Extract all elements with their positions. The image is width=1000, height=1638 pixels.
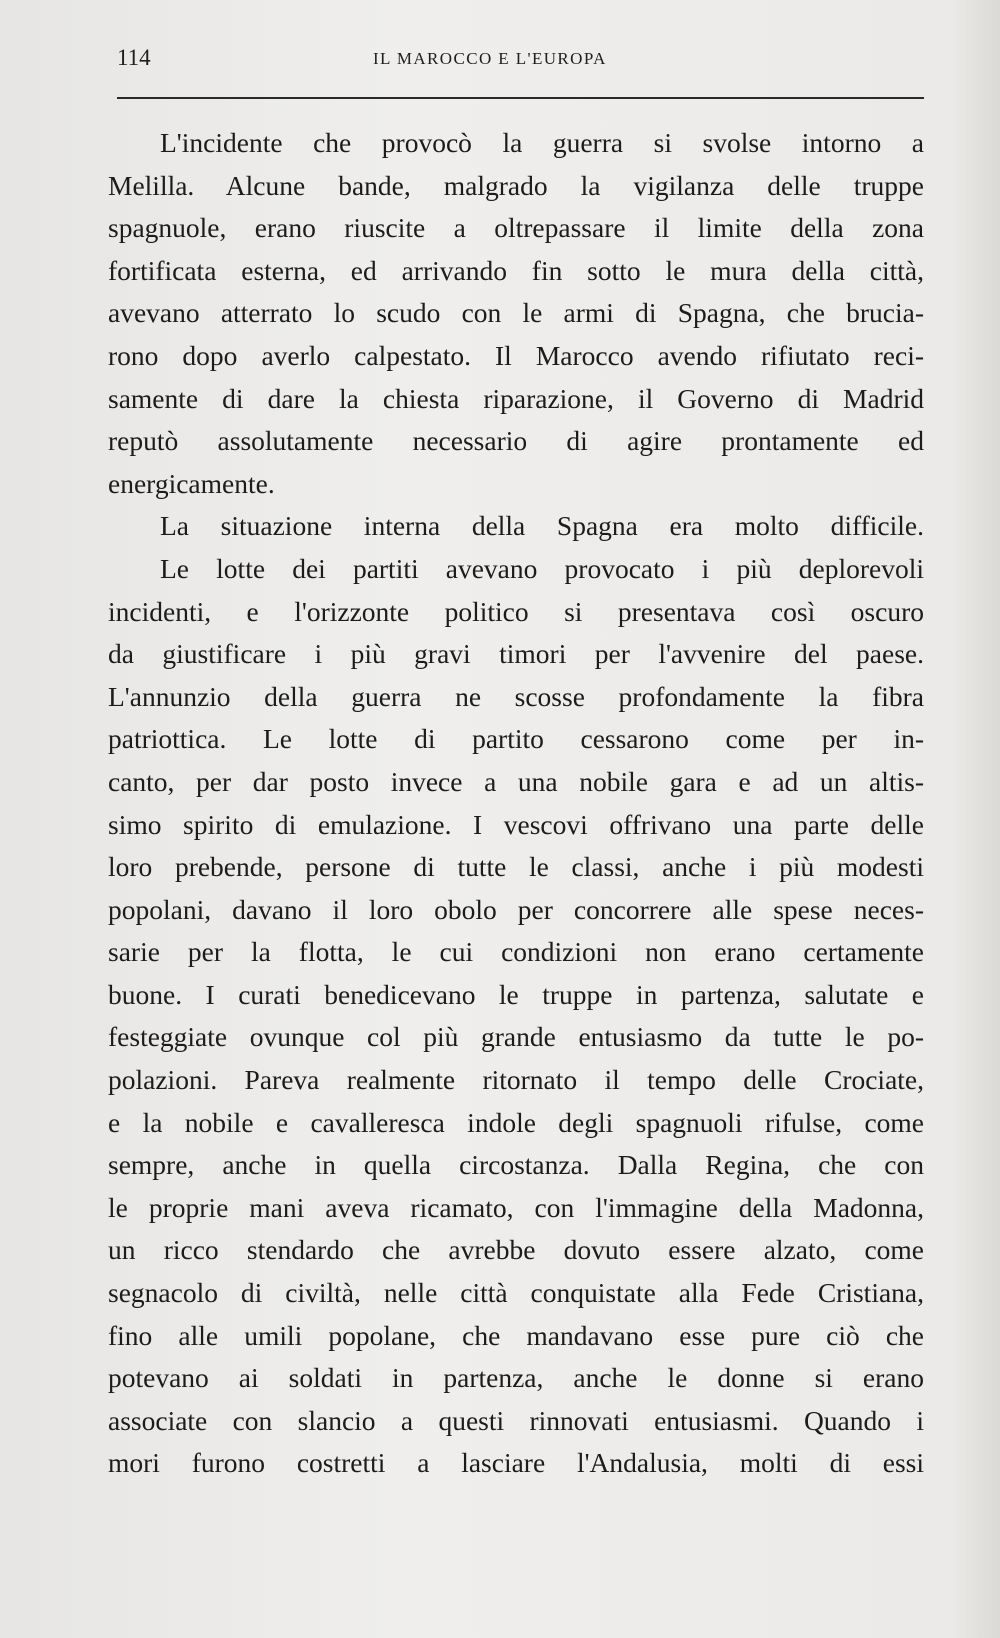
page-number: 114 xyxy=(117,45,151,70)
page-header xyxy=(117,45,924,79)
text-line: buone. I curati benedicevano le truppe in partenza, salutate e xyxy=(108,978,924,1010)
text-line: L'annunzio della guerra ne scosse profondamente la fibra xyxy=(108,680,924,712)
text-line: polazioni. Pareva realmente ritornato il tempo delle Crociate, xyxy=(108,1064,924,1096)
text-line: incidenti, e l'orizzonte politico si presentava così oscuro xyxy=(108,595,924,627)
header-rule xyxy=(117,97,924,99)
text-line: reputò assolutamente necessario di agire prontamente ed xyxy=(108,425,924,457)
text-line: avevano atterrato lo scudo con le armi di Spagna, che brucia- xyxy=(108,297,924,329)
text-line: simo spirito di emulazione. I vescovi offrivano una parte delle xyxy=(108,808,924,840)
text-line: patriottica. Le lotte di partito cessarono come per in- xyxy=(108,723,924,755)
text-line: energicamente. xyxy=(108,467,275,499)
text-line: Melilla. Alcune bande, malgrado la vigilanza delle truppe xyxy=(108,169,924,201)
text-line: associate con slancio a questi rinnovati entusiasmi. Quando i xyxy=(108,1404,924,1436)
text-line: Le lotte dei partiti avevano provocato i più deplorevoli xyxy=(160,552,924,584)
text-line: festeggiate ovunque col più grande entusiasmo da tutte le po- xyxy=(108,1021,924,1053)
text-line: fino alle umili popolane, che mandavano esse pure ciò che xyxy=(108,1319,924,1351)
text-line: potevano ai soldati in partenza, anche le donne si erano xyxy=(108,1362,924,1394)
text-line: sempre, anche in quella circostanza. Dalla Regina, che con xyxy=(108,1149,924,1181)
text-line: loro prebende, persone di tutte le classi, anche i più modesti xyxy=(108,851,924,883)
text-line: da giustificare i più gravi timori per l'avvenire del paese. xyxy=(108,638,924,670)
body-text xyxy=(108,122,924,1485)
running-head: IL MAROCCO E L'EUROPA xyxy=(373,49,607,68)
text-line: sarie per la flotta, le cui condizioni non erano certamente xyxy=(108,936,924,968)
text-line: popolani, davano il loro obolo per concorrere alle spese neces- xyxy=(108,893,924,925)
text-line: e la nobile e cavalleresca indole degli spagnuoli rifulse, come xyxy=(108,1106,924,1138)
text-line: un ricco stendardo che avrebbe dovuto essere alzato, come xyxy=(108,1234,924,1266)
text-line: segnacolo di civiltà, nelle città conquistate alla Fede Cristiana, xyxy=(108,1277,924,1309)
text-line: La situazione interna della Spagna era molto difficile. xyxy=(160,510,924,542)
text-line: fortificata esterna, ed arrivando fin sotto le mura della città, xyxy=(108,254,924,286)
text-line: rono dopo averlo calpestato. Il Marocco avendo rifiutato reci- xyxy=(108,339,924,371)
text-line: mori furono costretti a lasciare l'Andalusia, molti di essi xyxy=(108,1447,924,1479)
text-line: L'incidente che provocò la guerra si svolse intorno a xyxy=(160,127,924,158)
text-line: spagnuole, erano riuscite a oltrepassare il limite della zona xyxy=(108,212,924,244)
text-line: canto, per dar posto invece a una nobile gara e ad un altis- xyxy=(108,765,924,797)
text-line: samente di dare la chiesta riparazione, il Governo di Madrid xyxy=(108,382,924,414)
text-line: le proprie mani aveva ricamato, con l'immagine della Madonna, xyxy=(108,1191,924,1223)
